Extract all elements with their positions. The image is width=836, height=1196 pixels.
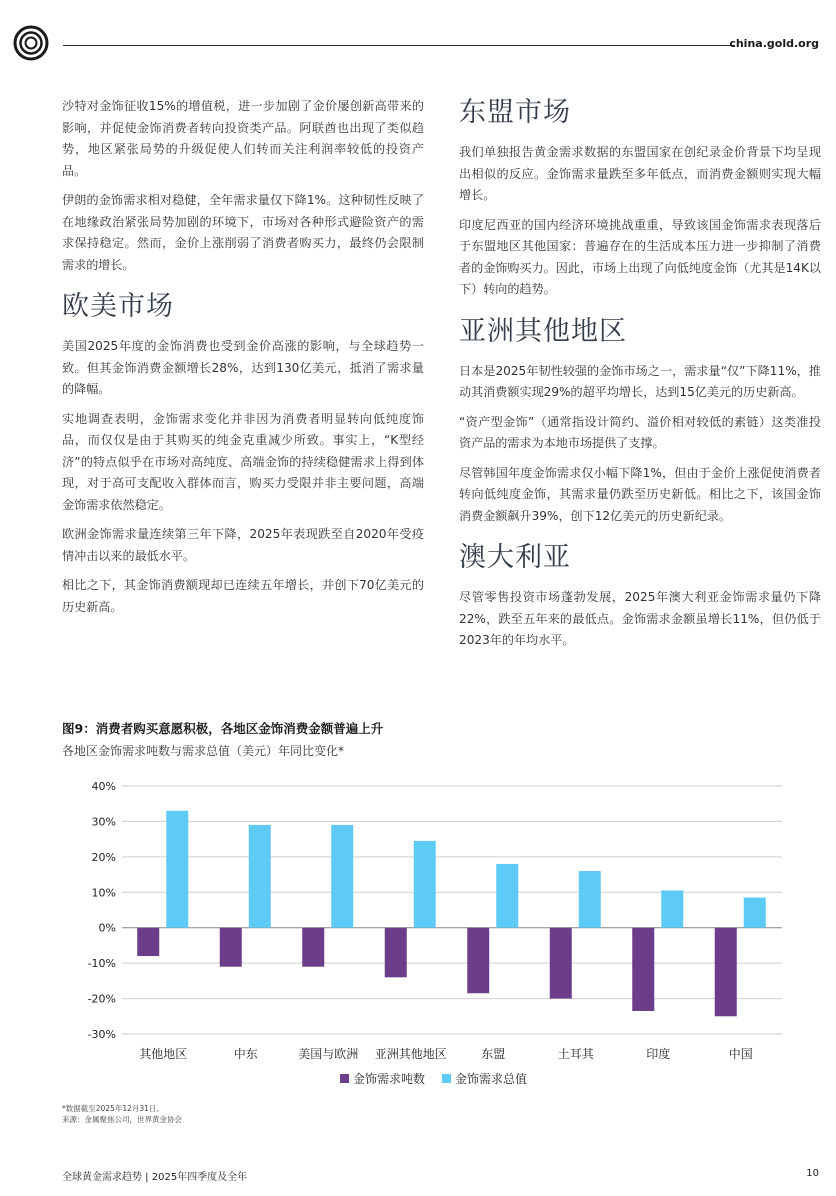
footnote-date: *数据截至2025年12月31日。	[62, 1104, 164, 1113]
section-heading-australia: 澳大利亚	[459, 542, 571, 573]
bar-tonnes	[385, 928, 407, 978]
header-rule	[63, 45, 735, 46]
y-tick-label: 30%	[91, 815, 116, 829]
paragraph: 相比之下，其金饰消费额现却已连续五年增长，并创下70亿美元的历史新高。	[62, 578, 424, 614]
paragraph: 我们单独报告黄金需求数据的东盟国家在创纪录金价背景下均呈现出相似的反应。金饰需求量跌至多年低点，而消费金额则实现大幅增长。	[459, 145, 821, 202]
bar-value	[579, 871, 601, 928]
x-tick-label: 中国	[728, 1047, 753, 1061]
bar-tonnes	[220, 928, 242, 967]
footnote	[62, 1103, 182, 1125]
y-tick-label: 10%	[91, 886, 116, 900]
bar-chart	[62, 768, 782, 1098]
bar-tonnes	[715, 928, 737, 1017]
legend-label: 金饰需求吨数	[353, 1072, 426, 1086]
bar-value	[166, 811, 188, 928]
bar-tonnes	[302, 928, 324, 967]
x-tick-label: 中东	[233, 1047, 258, 1061]
section-heading-asia: 亚洲其他地区	[459, 315, 627, 347]
x-tick-label: 土耳其	[557, 1047, 594, 1061]
page-number: 10	[806, 1168, 819, 1179]
paragraph: 沙特对金饰征收15%的增值税，进一步加剧了金价屡创新高带来的影响，并促使金饰消费者转向投资类产品。阿联酋也出现了类似趋势，地区紧张局势的升级促使人们转而关注利润率较低的投资产品。	[62, 99, 424, 178]
footer-title: 全球黄金需求趋势 | 2025年四季度及全年	[62, 1172, 248, 1183]
legend-swatch	[340, 1074, 349, 1083]
bar-value	[331, 825, 353, 928]
left-column	[62, 96, 424, 626]
footnote-source: 来源：金属聚焦公司，世界黄金协会	[62, 1115, 182, 1124]
paragraph: 欧洲金饰需求量连续第三年下降，2025年表现跌至自2020年受疫情冲击以来的最低水平。	[62, 527, 424, 563]
paragraph: 美国2025年度的金饰消费也受到金价高涨的影响，与全球趋势一致。但其金饰消费金额增长28%，达到130亿美元，抵消了需求量的降幅。	[62, 339, 424, 396]
paragraph: 印度尼西亚的国内经济环境挑战重重，导致该国金饰需求表现落后于东盟地区其他国家：普遍存在的生活成本压力进一步抑制了消费者的金饰购买力。因此，市场上出现了向低纯度金饰（尤其是14K以下）转向的趋势。	[459, 217, 821, 296]
right-column	[459, 96, 821, 660]
bar-tonnes	[550, 928, 572, 999]
y-tick-label: 0%	[98, 921, 116, 935]
bar-tonnes	[137, 928, 159, 956]
section-heading-europe: 欧美市场	[62, 291, 174, 322]
bar-value	[249, 825, 271, 928]
y-tick-label: 20%	[91, 850, 116, 864]
paragraph: 尽管零售投资市场蓬勃发展，2025年澳大利亚金饰需求量仍下降22%，跌至五年来的最低点。金饰需求金额虽增长11%，但仍低于2023年的年均水平。	[459, 590, 821, 647]
bar-tonnes	[632, 928, 654, 1011]
bar-tonnes	[467, 928, 489, 994]
x-tick-label: 印度	[646, 1047, 671, 1061]
x-tick-label: 美国与欧洲	[298, 1047, 359, 1061]
bar-value	[414, 841, 436, 928]
chart-svg	[62, 768, 782, 1098]
bar-value	[744, 898, 766, 928]
bar-value	[661, 891, 683, 928]
x-tick-label: 其他地区	[139, 1047, 188, 1061]
paragraph: “资产型金饰”（通常指设计简约、溢价相对较低的素链）这类准投资产品的需求为本地市场提供了支撑。	[459, 414, 821, 450]
x-tick-label: 东盟	[481, 1047, 506, 1061]
paragraph: 伊朗的金饰需求相对稳健，全年需求量仅下降1%。这种韧性反映了在地缘政治紧张局势加剧的环境下，市场对各种形式避险资产的需求保持稳定。然而，金价上涨削弱了消费者购买力，最终仍会限制需求的增长。	[62, 193, 424, 272]
wgc-logo	[13, 25, 49, 61]
paragraph: 尽管韩国年度金饰需求仅小幅下降1%，但由于金价上涨促使消费者转向低纯度金饰，其需求量仍跌至历史新低。相比之下，该国金饰消费金额飙升39%，创下12亿美元的历史新纪录。	[459, 465, 821, 523]
y-tick-label: -20%	[87, 992, 116, 1006]
figure-subtitle: 各地区金饰需求吨数与需求总值（美元）年同比变化*	[62, 744, 345, 758]
y-tick-label: -30%	[87, 1028, 116, 1041]
legend-swatch	[442, 1074, 451, 1083]
y-tick-label: 40%	[91, 780, 116, 793]
figure-title: 图9：消费者购买意愿积极，各地区金饰消费金额普遍上升	[62, 721, 384, 736]
site-url[interactable]: china.gold.org	[729, 37, 819, 50]
paragraph: 日本是2025年韧性较强的金饰市场之一，需求量“仅”下降11%，推动其消费额实现29%的超平均增长，达到15亿美元的历史新高。	[459, 363, 821, 399]
paragraph: 实地调查表明，金饰需求变化并非因为消费者明显转向低纯度饰品，而仅仅是由于其购买的纯金克重减少所致。事实上，“K型经济”的特点似乎在市场对高纯度、高端金饰的持续稳健需求上得到体现，对于高可支配收入群体而言，购买力受限并非主要问题，高端金饰需求依然稳定。	[62, 411, 424, 512]
legend-label: 金饰需求总值	[455, 1072, 528, 1086]
section-heading-asean: 东盟市场	[459, 97, 571, 128]
x-tick-label: 亚洲其他地区	[374, 1047, 447, 1061]
y-tick-label: -10%	[87, 957, 116, 971]
bar-value	[496, 864, 518, 928]
